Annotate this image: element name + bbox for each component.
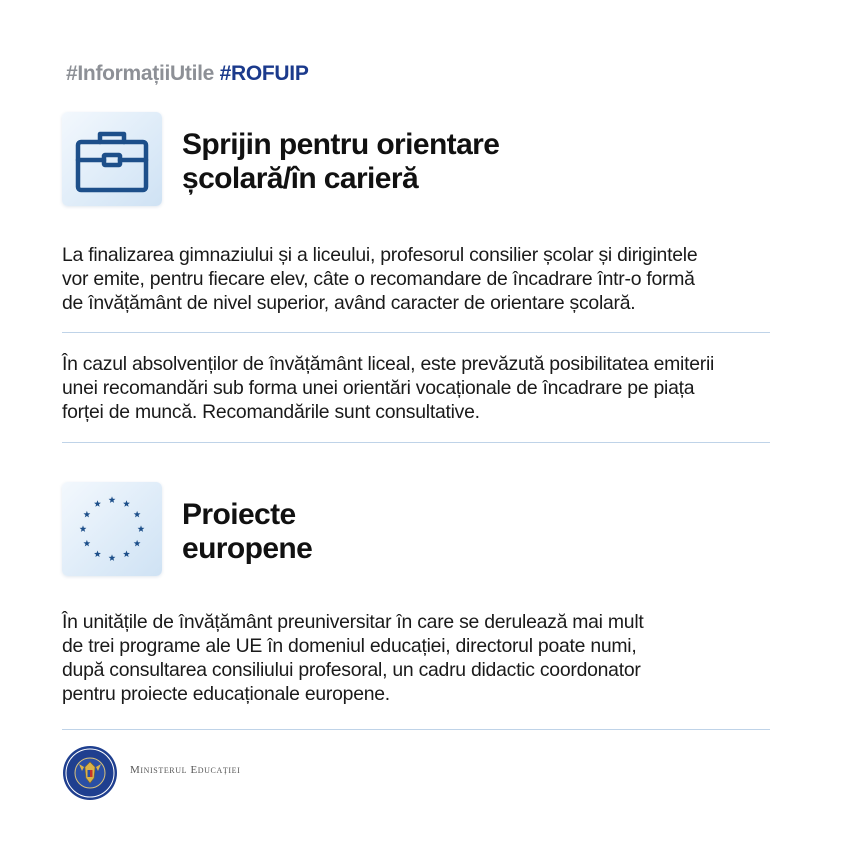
- section-title-line: Proiecte: [182, 498, 296, 531]
- eu-star-icon: [123, 500, 130, 507]
- paragraph-proiecte: [62, 610, 822, 706]
- paragraph-line: pentru proiecte educaționale europene.: [62, 683, 390, 705]
- eu-star-icon: [123, 551, 130, 558]
- paragraph-line: În unitățile de învățământ preuniversitar în care se derulează mai mult: [62, 611, 644, 633]
- paragraph-line: În cazul absolvenților de învățământ liceal, este prevăzută posibilitatea emiterii: [62, 353, 715, 375]
- section-title-line: europene: [182, 532, 313, 565]
- paragraph-line: vor emite, pentru fiecare elev, câte o recomandare de încadrare într-o formă: [62, 268, 695, 290]
- ministry-name: Ministerul Educației: [130, 764, 241, 776]
- eu-star-icon: [94, 500, 101, 507]
- hashtag-rofuip: #ROFUIP: [219, 62, 309, 85]
- eu-star-icon: [83, 511, 90, 518]
- section-title-orientare: [182, 128, 499, 196]
- eu-star-icon: [83, 540, 90, 547]
- eu-star-icon: [138, 525, 145, 532]
- paragraph-line: forței de muncă. Recomandările sunt consultative.: [62, 401, 480, 423]
- eu-star-icon: [134, 511, 141, 518]
- hashtags: [66, 62, 309, 86]
- eu-star-icon: [134, 540, 141, 547]
- paragraph-line: de trei programe ale UE în domeniul educației, directorul poate numi,: [62, 635, 637, 657]
- paragraph-recomandare: [62, 243, 822, 315]
- paragraph-line: de învățământ de nivel superior, având caracter de orientare școlară.: [62, 292, 636, 314]
- paragraph-line: după consultarea consiliului profesoral, un cadru didactic coordonator: [62, 659, 641, 681]
- hashtag-informatii-utile: #InformațiiUtile: [66, 62, 215, 85]
- section-title-proiecte: [182, 498, 312, 566]
- divider: [62, 332, 770, 333]
- paragraph-line: unei recomandări sub forma unei orientări vocaționale de încadrare pe piața: [62, 377, 695, 399]
- section-title-line: școlară/în carieră: [182, 162, 419, 195]
- government-seal-icon: [62, 745, 118, 801]
- paragraph-absolventi: [62, 352, 822, 424]
- eu-stars-icon-tile: [62, 482, 162, 576]
- paragraph-line: La finalizarea gimnaziului și a liceului, profesorul consilier școlar și dirigintele: [62, 244, 698, 266]
- section-title-line: Sprijin pentru orientare: [182, 128, 500, 161]
- eu-star-icon: [80, 525, 87, 532]
- eu-stars-icon: [62, 482, 162, 576]
- divider: [62, 442, 770, 443]
- divider: [62, 729, 770, 730]
- briefcase-icon-tile: [62, 112, 162, 206]
- briefcase-icon: [62, 112, 162, 206]
- eu-star-icon: [94, 551, 101, 558]
- eu-star-icon: [109, 554, 116, 561]
- eu-star-icon: [109, 496, 116, 503]
